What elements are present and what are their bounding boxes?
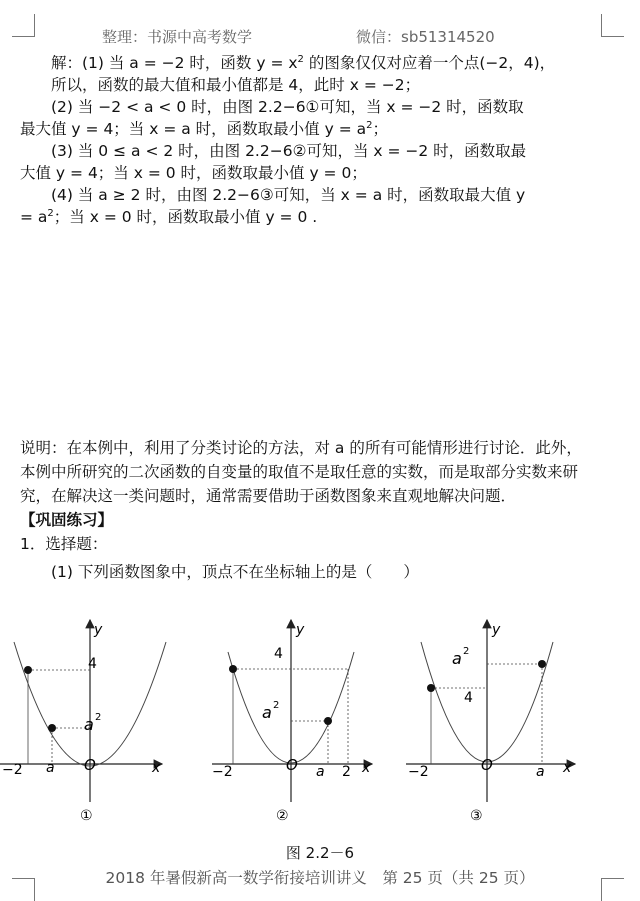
graph-1-a2: a bbox=[84, 715, 94, 734]
graph-1-y-label: y bbox=[94, 622, 103, 638]
figure-caption: 图 2.2－6 bbox=[285, 844, 355, 862]
p4-part-c: ；当 x = 0 时，函数取最小值 y = 0 . bbox=[53, 208, 318, 226]
graph-1-a: a bbox=[46, 760, 55, 776]
question-1-1: (1) 下列函数图象中，顶点不在坐标轴上的是（ ） bbox=[51, 563, 419, 581]
solution-block bbox=[20, 52, 592, 228]
graph-3-origin: O bbox=[481, 756, 493, 774]
p2-part-b: 最大值 y = 4；当 x = a 时，函数取最小值 y = a bbox=[20, 120, 367, 138]
graph-1-point-max bbox=[24, 666, 32, 674]
graph-2-number: ② bbox=[276, 808, 289, 824]
graph-1-a2-sq: 2 bbox=[95, 712, 102, 723]
graph-2-four: 4 bbox=[274, 646, 283, 662]
explanation-block bbox=[20, 436, 592, 584]
graph-2-two: 2 bbox=[342, 764, 351, 780]
graph-2-a2-sq: 2 bbox=[273, 700, 280, 711]
graph-2-point-max bbox=[229, 665, 237, 673]
p1-exponent: 2 bbox=[297, 53, 304, 65]
crop-mark-top-right bbox=[601, 14, 624, 37]
graph-1-origin: O bbox=[84, 756, 96, 774]
graph-2-neg2: −2 bbox=[212, 764, 233, 780]
graph-2-origin: O bbox=[286, 756, 298, 774]
graph-2 bbox=[212, 620, 372, 824]
graph-1-x-label: x bbox=[152, 760, 161, 776]
graph-1-number: ① bbox=[80, 808, 93, 824]
p2-part-a: (2) 当 −2 < a < 0 时，由图 2.2−6①可知，当 x = −2 时，函数取 bbox=[51, 98, 524, 116]
graph-3-x-label: x bbox=[563, 760, 572, 776]
graph-2-x-label: x bbox=[362, 760, 371, 776]
graph-2-a2: a bbox=[262, 703, 272, 722]
p1-part-c: 所以，函数的最大值和最小值都是 4，此时 x = −2； bbox=[51, 76, 421, 94]
crop-mark-top-left bbox=[12, 14, 35, 37]
graph-2-a: a bbox=[316, 764, 325, 780]
p4-part-a: (4) 当 a ≥ 2 时，由图 2.2−6③可知，当 x = a 时，函数取最大值 y bbox=[51, 186, 526, 204]
p4-part-b: = a bbox=[20, 208, 48, 226]
graph-3-point-left bbox=[427, 684, 435, 692]
graph-2-y-label: y bbox=[296, 622, 305, 638]
p4-exponent: 2 bbox=[47, 207, 54, 219]
p2-part-c: ； bbox=[372, 120, 389, 138]
graph-3-a2: a bbox=[452, 649, 462, 668]
graph-1-point-min bbox=[48, 724, 56, 732]
p1-part-b: 的图象仅仅对应着一个点(−2，4)， bbox=[303, 54, 556, 72]
p3-part-b: 大值 y = 4；当 x = 0 时，函数取最小值 y = 0； bbox=[20, 164, 367, 182]
graph-1 bbox=[0, 620, 166, 824]
graph-1-neg2: −2 bbox=[2, 762, 23, 778]
graph-3-point-max bbox=[538, 660, 546, 668]
header-left: 整理：书源中高考数学 bbox=[102, 28, 253, 46]
question-1: 1．选择题： bbox=[20, 535, 108, 553]
header-right: 微信：sb51314520 bbox=[356, 28, 495, 46]
graph-2-point-a bbox=[324, 717, 332, 725]
p2-exponent: 2 bbox=[366, 119, 373, 131]
page-footer: 2018 年暑假新高一数学衔接培训讲义 第 25 页（共 25 页） bbox=[105, 869, 535, 887]
p1-part-a: 解：(1) 当 a = −2 时，函数 y = x bbox=[51, 54, 298, 72]
graph-3-a2-sq: 2 bbox=[463, 646, 470, 657]
figure-2-2-6 bbox=[0, 612, 640, 832]
graph-3 bbox=[406, 620, 575, 824]
graph-3-a: a bbox=[536, 764, 545, 780]
graph-3-neg2: −2 bbox=[408, 764, 429, 780]
graph-3-number: ③ bbox=[470, 808, 483, 824]
p3-part-a: (3) 当 0 ≤ a < 2 时，由图 2.2−6②可知，当 x = −2 时，函数取最 bbox=[51, 142, 527, 160]
explanation-text: 说明：在本例中，利用了分类讨论的方法，对 a 的所有可能情形进行讨论．此外，本例中所研究的二次函数的自变量的取值不是取任意的实数，而是取部分实数来研究，在解决这一类问题时，通常需要借助于函数图象来直观地解决问题． bbox=[20, 439, 582, 505]
graph-3-y-label: y bbox=[492, 622, 501, 638]
section-title: 【巩固练习】 bbox=[20, 511, 114, 529]
graph-3-four: 4 bbox=[464, 690, 473, 706]
graph-1-four: 4 bbox=[88, 656, 97, 672]
